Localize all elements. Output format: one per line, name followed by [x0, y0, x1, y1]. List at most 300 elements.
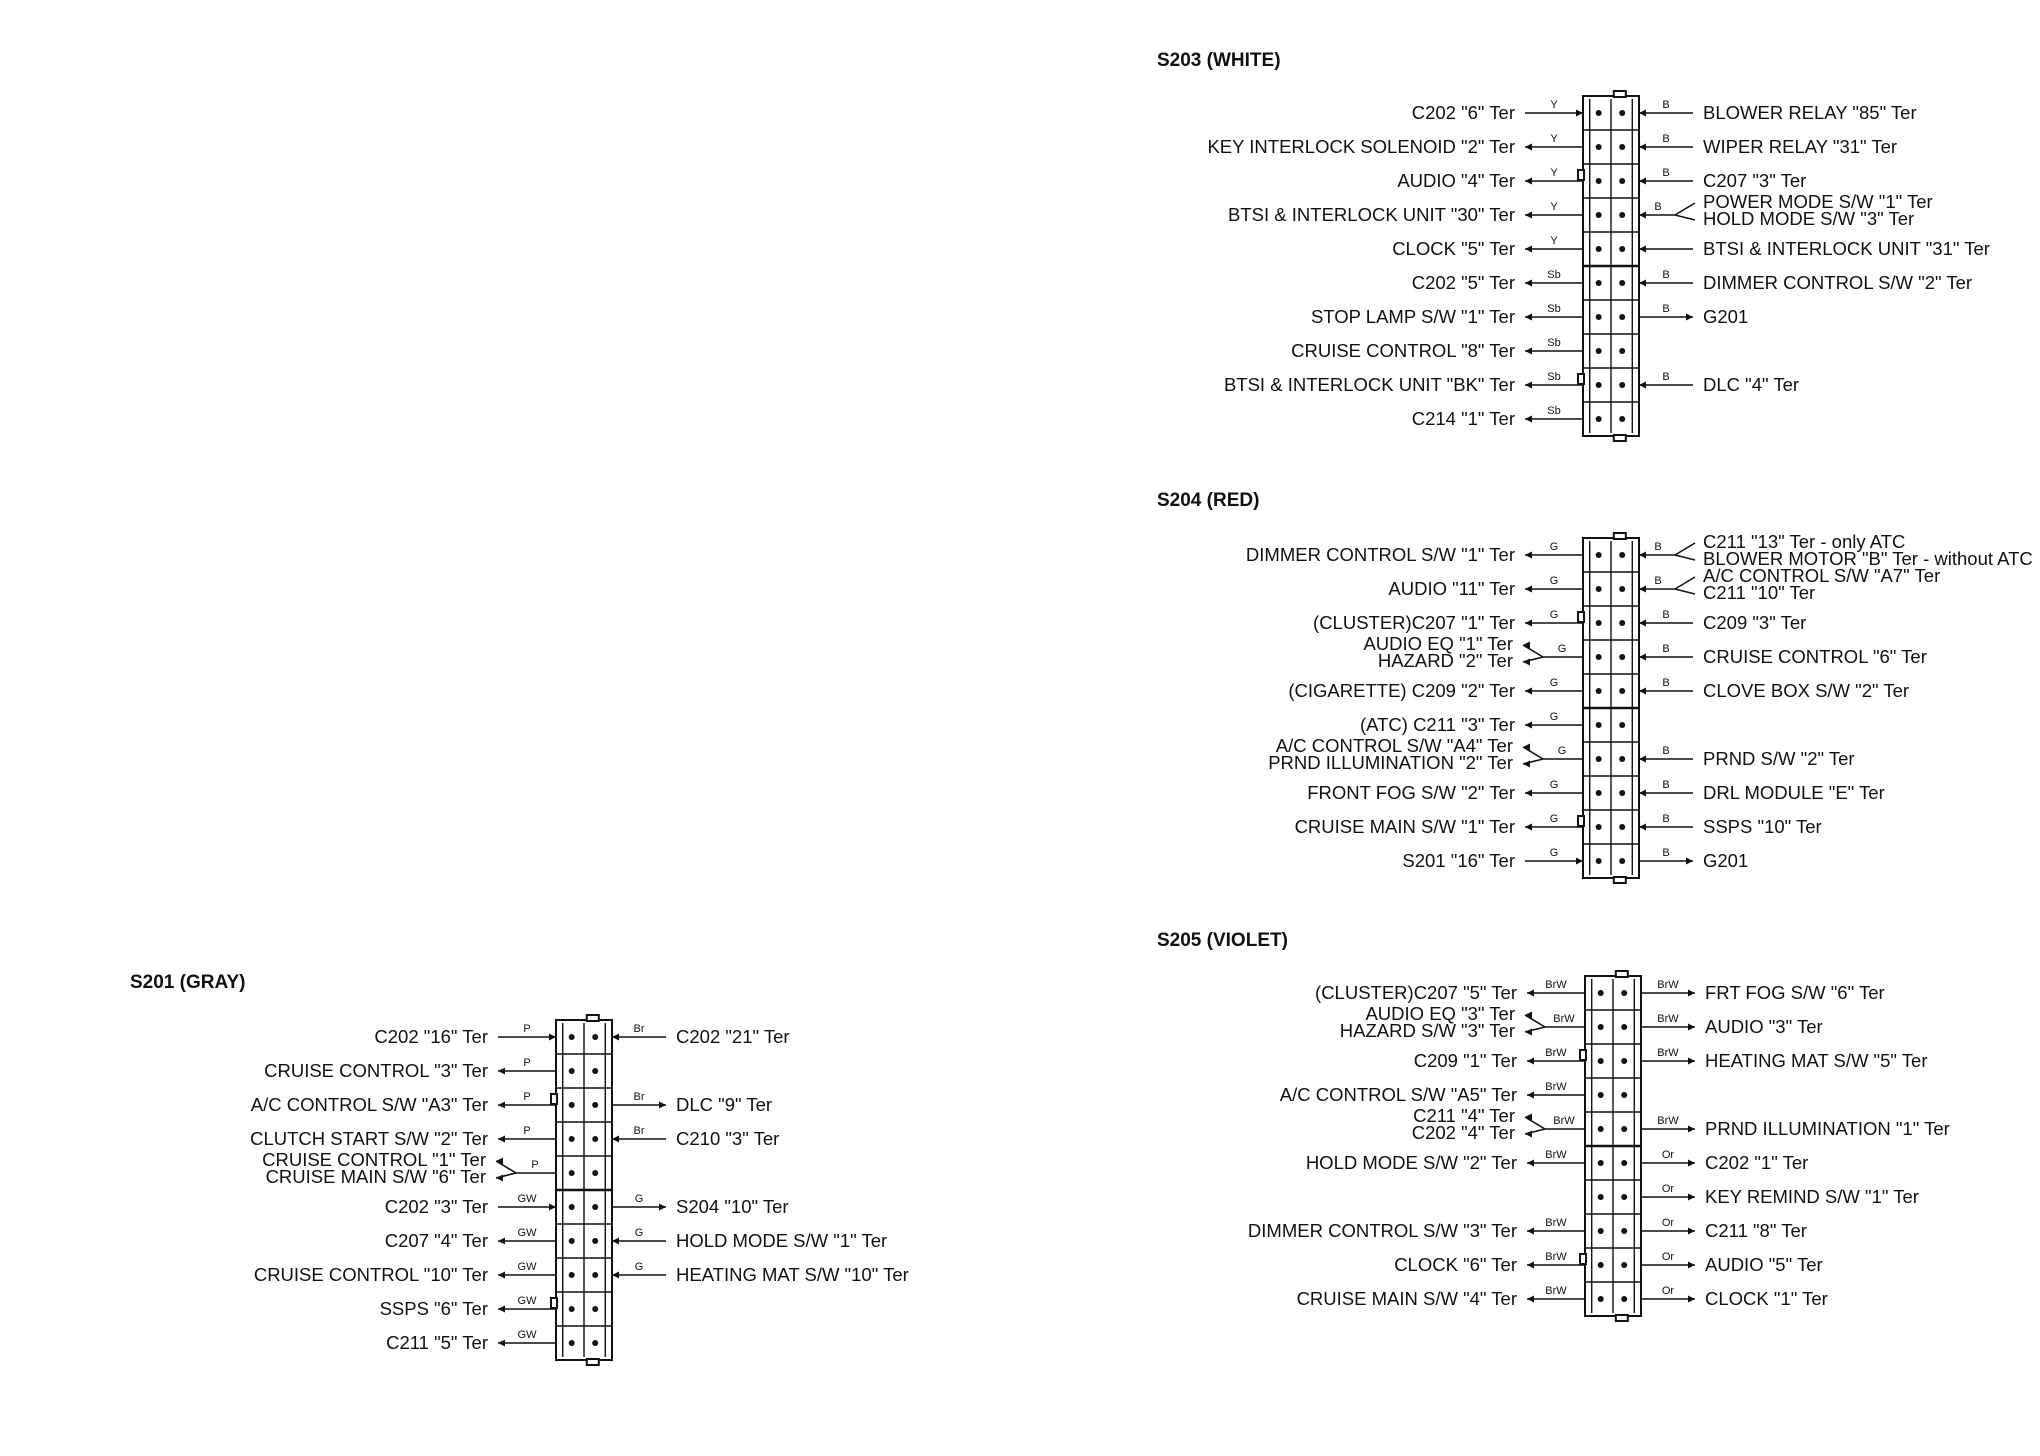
wire-left: [251, 1091, 556, 1115]
arrowhead: [1688, 1262, 1695, 1269]
arrowhead: [612, 1238, 619, 1245]
block-title: S203 (WHITE): [1157, 50, 1281, 71]
wire-color-code: G: [634, 1193, 644, 1205]
wire-color-code: P: [531, 1159, 539, 1171]
wire-color-code: G: [634, 1261, 644, 1273]
wire-color-code: G: [1557, 745, 1567, 757]
circuit-label: FRONT FOG S/W "2" Ter: [1307, 782, 1515, 803]
terminal-pin: [1598, 1024, 1604, 1030]
wire-left: [1402, 847, 1583, 871]
arrowhead: [1688, 1228, 1695, 1235]
circuit-label: C202 "1" Ter: [1705, 1152, 1809, 1173]
wire-color-code: G: [1549, 609, 1559, 621]
terminal-pin: [592, 1170, 598, 1176]
circuit-label: A/C CONTROL S/W "A5" Ter: [1279, 1084, 1517, 1105]
wire-color-code: BrW: [1545, 1251, 1567, 1263]
terminal-pin: [1619, 246, 1625, 252]
circuit-label: CRUISE CONTROL "10" Ter: [253, 1264, 488, 1285]
arrowhead: [1686, 314, 1693, 321]
wire-left: [1412, 269, 1583, 293]
arrowhead: [1525, 348, 1532, 355]
terminal-pin: [1621, 990, 1627, 996]
circuit-label: CRUISE MAIN S/W "6" Ter: [265, 1166, 486, 1187]
wire-color-code: BrW: [1657, 1047, 1679, 1059]
terminal-pin: [1598, 1262, 1604, 1268]
wire-right: [612, 1091, 772, 1115]
circuit-label: SSPS "10" Ter: [1703, 816, 1822, 837]
terminal-pin: [1619, 722, 1625, 728]
arrowhead: [498, 1306, 505, 1313]
wire-color-code: B: [1662, 269, 1670, 281]
wire-left: [1248, 1217, 1585, 1241]
splice-connector: [1578, 91, 1639, 441]
arrowhead: [1639, 824, 1646, 831]
terminal-pin: [1619, 280, 1625, 286]
wire-color-code: G: [1549, 677, 1559, 689]
arrowhead: [612, 1272, 619, 1279]
wire-right: [1641, 1183, 1919, 1207]
terminal-pin: [569, 1204, 575, 1210]
circuit-label: BTSI & INTERLOCK UNIT "31" Ter: [1703, 238, 1990, 259]
circuit-label: AUDIO "5" Ter: [1705, 1254, 1823, 1275]
circuit-label: CRUISE MAIN S/W "4" Ter: [1296, 1288, 1517, 1309]
terminal-pin: [1598, 990, 1604, 996]
arrowhead: [1525, 212, 1532, 219]
circuit-label: DRL MODULE "E" Ter: [1703, 782, 1885, 803]
circuit-label: C202 "3" Ter: [384, 1196, 488, 1217]
circuit-label: A/C CONTROL S/W "A4" Ter: [1275, 735, 1513, 756]
arrowhead: [1525, 382, 1532, 389]
circuit-label: CLOVE BOX S/W "2" Ter: [1703, 680, 1910, 701]
circuit-label: SSPS "6" Ter: [379, 1298, 488, 1319]
arrowhead: [659, 1102, 666, 1109]
terminal-pin: [1596, 688, 1602, 694]
wire-right: [1641, 1047, 1928, 1071]
arrowhead: [1527, 1296, 1534, 1303]
circuit-label: KEY INTERLOCK SOLENOID "2" Ter: [1207, 136, 1515, 157]
wire-left: [1388, 575, 1583, 599]
wire-color-code: Or: [1661, 1183, 1675, 1195]
arrowhead: [1525, 144, 1532, 151]
terminal-pin: [1619, 314, 1625, 320]
wire-color-code: Y: [1550, 235, 1558, 247]
wire-right-branch: [1639, 565, 1940, 603]
terminal-pin: [1619, 586, 1625, 592]
circuit-label: CRUISE CONTROL "8" Ter: [1291, 340, 1515, 361]
arrowhead: [1639, 144, 1646, 151]
terminal-pin: [1619, 756, 1625, 762]
wire-color-code: BrW: [1545, 1217, 1567, 1229]
wire-left: [1315, 979, 1585, 1003]
wire-color-code: BrW: [1553, 1013, 1575, 1025]
circuit-label: C202 "4" Ter: [1411, 1122, 1515, 1143]
wire-right: [612, 1125, 779, 1149]
terminal-pin: [1598, 1058, 1604, 1064]
wire-right: [1641, 1115, 1950, 1139]
terminal-pin: [1596, 858, 1602, 864]
wire-left: [380, 1295, 556, 1319]
wire-color-code: B: [1654, 541, 1662, 553]
circuit-label: CLOCK "5" Ter: [1392, 238, 1515, 259]
wire-color-code: BrW: [1545, 1149, 1567, 1161]
wire-right: [1639, 813, 1822, 837]
wire-right: [612, 1261, 909, 1285]
terminal-pin: [1596, 722, 1602, 728]
wire-color-code: Sb: [1547, 337, 1561, 349]
circuit-label: DLC "9" Ter: [676, 1094, 773, 1115]
arrowhead: [1639, 586, 1646, 593]
terminal-pin: [1596, 314, 1602, 320]
wire-color-code: B: [1662, 813, 1670, 825]
wire-left: [1291, 337, 1583, 361]
wire-left: [1246, 541, 1583, 565]
wire-right: [1641, 1013, 1823, 1037]
arrowhead: [1639, 654, 1646, 661]
wire-color-code: G: [1549, 813, 1559, 825]
arrowhead: [496, 1175, 503, 1182]
arrowhead: [612, 1034, 619, 1041]
wire-color-code: BrW: [1545, 1047, 1567, 1059]
terminal-pin: [1596, 552, 1602, 558]
terminal-pin: [1619, 688, 1625, 694]
circuit-label: C207 "4" Ter: [384, 1230, 488, 1251]
circuit-label: HEATING MAT S/W "10" Ter: [676, 1264, 909, 1285]
wire-right: [1639, 269, 1972, 293]
arrowhead: [1525, 552, 1532, 559]
circuit-label: POWER MODE S/W "1" Ter: [1703, 191, 1933, 212]
circuit-label: KEY REMIND S/W "1" Ter: [1705, 1186, 1919, 1207]
circuit-label: C210 "3" Ter: [676, 1128, 780, 1149]
terminal-pin: [569, 1136, 575, 1142]
arrowhead: [1523, 761, 1530, 768]
terminal-pin: [592, 1068, 598, 1074]
wire-color-code: G: [1549, 541, 1559, 553]
wire-color-code: GW: [517, 1227, 537, 1239]
circuit-label: HOLD MODE S/W "3" Ter: [1703, 208, 1915, 229]
splice-block-s203: [1157, 50, 1990, 441]
wire-right: [1641, 979, 1885, 1003]
circuit-label: HOLD MODE S/W "2" Ter: [1305, 1152, 1517, 1173]
wire-color-code: Br: [633, 1023, 645, 1035]
circuit-label: CRUISE MAIN S/W "1" Ter: [1294, 816, 1515, 837]
circuit-label: CLOCK "6" Ter: [1394, 1254, 1517, 1275]
wire-left: [385, 1227, 556, 1251]
arrowhead: [1639, 620, 1646, 627]
terminal-pin: [1596, 280, 1602, 286]
wire-left: [1288, 677, 1583, 701]
wire-right-branch: [1639, 191, 1933, 229]
arrowhead: [498, 1102, 505, 1109]
terminal-pin: [1621, 1296, 1627, 1302]
terminal-pin: [569, 1102, 575, 1108]
wire-left-branch: [1412, 1105, 1585, 1143]
circuit-label: HAZARD "2" Ter: [1377, 650, 1513, 671]
circuit-label: C209 "1" Ter: [1413, 1050, 1517, 1071]
terminal-pin: [1619, 620, 1625, 626]
splice-block-s204: [1157, 490, 2033, 883]
arrowhead: [1525, 586, 1532, 593]
arrowhead: [1525, 1029, 1532, 1036]
wire-left: [1297, 1285, 1585, 1309]
circuit-label: S204 "10" Ter: [676, 1196, 789, 1217]
terminal-pin: [1621, 1092, 1627, 1098]
circuit-label: C211 "8" Ter: [1705, 1220, 1807, 1241]
wire-color-code: G: [1549, 711, 1559, 723]
terminal-pin: [1596, 144, 1602, 150]
wire-right: [1639, 643, 1927, 667]
wire-color-code: BrW: [1545, 979, 1567, 991]
arrowhead: [1576, 110, 1583, 117]
wire-left: [1295, 813, 1583, 837]
wire-color-code: B: [1662, 643, 1670, 655]
arrowhead: [1688, 1194, 1695, 1201]
wire-left: [1392, 235, 1583, 259]
circuit-label: G201: [1703, 306, 1749, 327]
wire-color-code: B: [1662, 133, 1670, 145]
arrowhead: [498, 1136, 505, 1143]
arrowhead: [498, 1068, 505, 1075]
block-title: S201 (GRAY): [130, 972, 246, 993]
terminal-pin: [1619, 552, 1625, 558]
wire-left: [1311, 303, 1583, 327]
splice-connector: [1578, 533, 1639, 883]
wire-left: [385, 1193, 556, 1217]
wire-color-code: B: [1662, 99, 1670, 111]
circuit-label: C211 "13" Ter - only ATC: [1703, 531, 1906, 552]
splice-connector: [551, 1015, 612, 1365]
circuit-label: S201 "16" Ter: [1402, 850, 1515, 871]
terminal-pin: [1619, 790, 1625, 796]
terminal-pin: [569, 1170, 575, 1176]
wire-right: [1639, 238, 1990, 259]
arrowhead: [1688, 990, 1695, 997]
terminal-pin: [592, 1272, 598, 1278]
arrowhead: [1525, 722, 1532, 729]
wire-color-code: G: [1549, 779, 1559, 791]
terminal-pin: [1619, 110, 1625, 116]
terminal-pin: [1596, 212, 1602, 218]
wire-color-code: BrW: [1553, 1115, 1575, 1127]
wire-right: [1639, 745, 1855, 769]
circuit-label: CLUTCH START S/W "2" Ter: [250, 1128, 488, 1149]
wire-left: [250, 1125, 556, 1149]
wire-right: [1639, 133, 1897, 157]
arrowhead: [498, 1272, 505, 1279]
terminal-pin: [592, 1102, 598, 1108]
circuit-label: BLOWER RELAY "85" Ter: [1703, 102, 1917, 123]
wire-color-code: Br: [633, 1125, 645, 1137]
wire-left: [1412, 99, 1583, 123]
circuit-label: (ATC) C211 "3" Ter: [1359, 714, 1515, 735]
terminal-pin: [1598, 1126, 1604, 1132]
terminal-pin: [592, 1340, 598, 1346]
wire-color-code: P: [523, 1023, 531, 1035]
wire-left: [1224, 371, 1583, 395]
wire-color-code: B: [1654, 575, 1662, 587]
wire-color-code: GW: [517, 1261, 537, 1273]
wire-left: [264, 1057, 556, 1081]
wire-color-code: Y: [1550, 133, 1558, 145]
circuit-label: CRUISE CONTROL "6" Ter: [1703, 646, 1927, 667]
terminal-pin: [1621, 1228, 1627, 1234]
arrowhead: [1525, 688, 1532, 695]
circuit-label: PRND ILLUMINATION "2" Ter: [1268, 752, 1513, 773]
circuit-label: CRUISE CONTROL "1" Ter: [262, 1149, 486, 1170]
arrowhead: [549, 1034, 556, 1041]
wire-left-branch: [262, 1149, 556, 1187]
circuit-label: DIMMER CONTROL S/W "2" Ter: [1703, 272, 1973, 293]
wire-color-code: B: [1662, 779, 1670, 791]
arrowhead: [1525, 314, 1532, 321]
wire-right: [612, 1193, 789, 1217]
circuit-label: HAZARD S/W "3" Ter: [1339, 1020, 1515, 1041]
wire-left: [386, 1329, 556, 1353]
wire-left-branch: [1268, 735, 1583, 773]
circuit-label: BTSI & INTERLOCK UNIT "BK" Ter: [1223, 374, 1515, 395]
arrowhead: [1639, 110, 1646, 117]
arrowhead: [1527, 1058, 1534, 1065]
terminal-pin: [1596, 348, 1602, 354]
wire-color-code: BrW: [1657, 1013, 1679, 1025]
wire-color-code: B: [1662, 371, 1670, 383]
wire-right-branch: [1639, 531, 2033, 569]
wire-right: [1639, 779, 1885, 803]
terminal-pin: [1596, 756, 1602, 762]
wire-right: [1639, 303, 1748, 327]
arrowhead: [1639, 212, 1646, 219]
wire-right: [1639, 847, 1748, 871]
circuit-label: C209 "3" Ter: [1703, 612, 1807, 633]
terminal-pin: [1598, 1092, 1604, 1098]
terminal-pin: [1596, 586, 1602, 592]
circuit-label: C202 "21" Ter: [676, 1026, 790, 1047]
arrowhead: [1523, 659, 1530, 666]
circuit-label: WIPER RELAY "31" Ter: [1703, 136, 1898, 157]
circuit-label: BTSI & INTERLOCK UNIT "30" Ter: [1228, 204, 1515, 225]
arrowhead: [1527, 1228, 1534, 1235]
arrowhead: [1527, 990, 1534, 997]
circuit-label: A/C CONTROL S/W "A7" Ter: [1703, 565, 1941, 586]
wire-left: [1306, 1149, 1585, 1173]
arrowhead: [1525, 246, 1532, 253]
wire-left: [254, 1261, 556, 1285]
circuit-label: CRUISE CONTROL "3" Ter: [264, 1060, 488, 1081]
wire-color-code: P: [523, 1091, 531, 1103]
wire-right: [1641, 1149, 1808, 1173]
wire-color-code: B: [1662, 167, 1670, 179]
arrowhead: [1688, 1126, 1695, 1133]
circuit-label: C207 "3" Ter: [1703, 170, 1807, 191]
arrowhead: [549, 1204, 556, 1211]
block-title: S205 (VIOLET): [1157, 930, 1288, 951]
circuit-label: PRND S/W "2" Ter: [1703, 748, 1855, 769]
circuit-label: C211 "4" Ter: [1413, 1105, 1515, 1126]
circuit-label: AUDIO EQ "3" Ter: [1365, 1003, 1515, 1024]
wire-color-code: B: [1654, 201, 1662, 213]
terminal-pin: [569, 1306, 575, 1312]
terminal-pin: [569, 1068, 575, 1074]
terminal-pin: [1621, 1262, 1627, 1268]
terminal-pin: [592, 1136, 598, 1142]
wire-color-code: B: [1662, 677, 1670, 689]
circuit-label: AUDIO EQ "1" Ter: [1363, 633, 1513, 654]
terminal-pin: [1596, 110, 1602, 116]
wire-right: [1641, 1285, 1828, 1309]
circuit-label: C202 "16" Ter: [374, 1026, 488, 1047]
wire-color-code: Br: [633, 1091, 645, 1103]
wire-color-code: G: [634, 1227, 644, 1239]
terminal-pin: [569, 1034, 575, 1040]
arrowhead: [1576, 858, 1583, 865]
terminal-pin: [1598, 1296, 1604, 1302]
wire-color-code: GW: [517, 1193, 537, 1205]
terminal-pin: [592, 1034, 598, 1040]
wire-color-code: GW: [517, 1295, 537, 1307]
wire-color-code: P: [523, 1125, 531, 1137]
wire-left: [1207, 133, 1583, 157]
circuit-label: C202 "5" Ter: [1411, 272, 1515, 293]
arrowhead: [1639, 246, 1646, 253]
arrowhead: [1688, 1296, 1695, 1303]
terminal-pin: [1619, 212, 1625, 218]
terminal-pin: [1621, 1160, 1627, 1166]
block-title: S204 (RED): [1157, 490, 1260, 511]
wire-color-code: Sb: [1547, 303, 1561, 315]
arrowhead: [1525, 790, 1532, 797]
circuit-label: AUDIO "11" Ter: [1388, 578, 1515, 599]
arrowhead: [1639, 790, 1646, 797]
terminal-pin: [592, 1306, 598, 1312]
arrowhead: [1527, 1160, 1534, 1167]
circuit-label: AUDIO "3" Ter: [1705, 1016, 1823, 1037]
wire-left: [1414, 1047, 1585, 1071]
terminal-pin: [592, 1238, 598, 1244]
terminal-pin: [1621, 1024, 1627, 1030]
circuit-label: HOLD MODE S/W "1" Ter: [676, 1230, 888, 1251]
wire-color-code: BrW: [1657, 1115, 1679, 1127]
wire-color-code: G: [1549, 575, 1559, 587]
circuit-label: (CIGARETTE) C209 "2" Ter: [1288, 680, 1515, 701]
circuit-label: BLOWER MOTOR "B" Ter - without ATC: [1703, 548, 2033, 569]
wire-color-code: Sb: [1547, 405, 1561, 417]
wire-color-code: B: [1662, 847, 1670, 859]
arrowhead: [1525, 1131, 1532, 1138]
wire-right: [1641, 1217, 1807, 1241]
arrowhead: [1525, 280, 1532, 287]
circuit-label: C211 "10" Ter: [1703, 582, 1816, 603]
terminal-pin: [1619, 858, 1625, 864]
arrowhead: [1525, 620, 1532, 627]
wire-color-code: BrW: [1657, 979, 1679, 991]
arrowhead: [1688, 1024, 1695, 1031]
wire-left: [1397, 167, 1583, 191]
wire-left: [1394, 1251, 1585, 1275]
circuit-label: DLC "4" Ter: [1703, 374, 1800, 395]
circuit-label: (CLUSTER)C207 "5" Ter: [1315, 982, 1517, 1003]
terminal-pin: [1596, 654, 1602, 660]
terminal-pin: [1619, 348, 1625, 354]
arrowhead: [1639, 756, 1646, 763]
circuit-label: DIMMER CONTROL S/W "1" Ter: [1245, 544, 1515, 565]
wire-left: [1412, 405, 1583, 429]
wire-color-code: G: [1549, 847, 1559, 859]
wire-left: [1228, 201, 1583, 225]
arrowhead: [612, 1136, 619, 1143]
terminal-pin: [1619, 382, 1625, 388]
wire-color-code: Sb: [1547, 269, 1561, 281]
arrowhead: [659, 1204, 666, 1211]
splice-block-s205: [1157, 930, 1950, 1321]
